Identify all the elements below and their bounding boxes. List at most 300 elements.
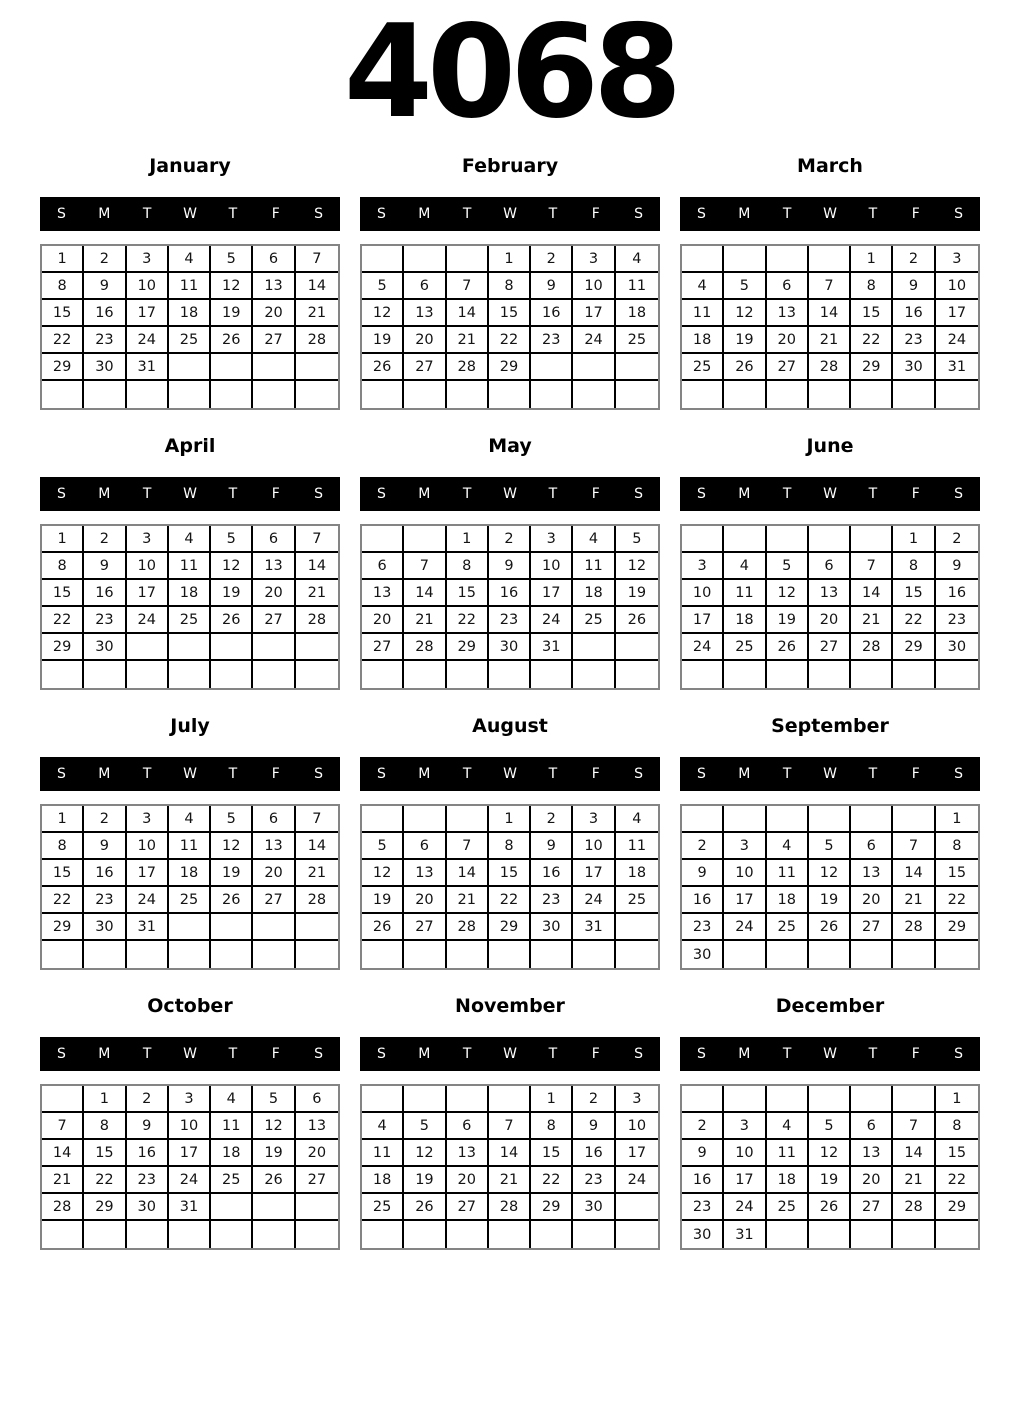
weekday-header: S: [376, 1046, 386, 1063]
day-cell: 21: [296, 860, 338, 887]
day-cell: 15: [84, 1140, 126, 1167]
day-cell: 31: [127, 914, 169, 941]
week-row: [362, 273, 658, 300]
weekday-header: S: [314, 1046, 324, 1063]
day-cell: 18: [767, 1167, 809, 1194]
day-cell: 1: [84, 1086, 126, 1113]
weekday-header: M: [418, 1046, 431, 1063]
day-cell: 20: [404, 887, 446, 914]
day-cell: 30: [84, 914, 126, 941]
empty-day-cell: [767, 526, 809, 553]
day-cell: 16: [531, 300, 573, 327]
day-cell: 25: [767, 1194, 809, 1221]
day-cell: 10: [127, 833, 169, 860]
day-cell: 6: [253, 246, 295, 273]
day-cell: 5: [211, 806, 253, 833]
empty-day-cell: [169, 941, 211, 968]
empty-day-cell: [573, 354, 615, 381]
day-cell: 6: [404, 833, 446, 860]
day-cell: 4: [169, 246, 211, 273]
empty-day-cell: [127, 1221, 169, 1248]
empty-day-cell: [296, 1194, 338, 1221]
day-cell: 18: [616, 860, 658, 887]
week-row: [682, 580, 978, 607]
weekday-header: T: [782, 486, 792, 503]
weekday-header: S: [954, 206, 964, 223]
day-cell: 2: [893, 246, 935, 273]
empty-day-cell: [573, 1221, 615, 1248]
weekday-header-bar: [40, 477, 340, 511]
day-cell: 31: [936, 354, 978, 381]
weekday-header: T: [868, 206, 878, 223]
month-day-grid: [360, 524, 660, 690]
month-day-grid: [680, 1084, 980, 1250]
empty-day-cell: [253, 1221, 295, 1248]
day-cell: 8: [42, 273, 84, 300]
weekday-header: M: [98, 206, 111, 223]
day-cell: 26: [253, 1167, 295, 1194]
empty-day-cell: [447, 246, 489, 273]
day-cell: 16: [84, 860, 126, 887]
day-cell: 28: [42, 1194, 84, 1221]
day-cell: 9: [489, 553, 531, 580]
empty-day-cell: [809, 1221, 851, 1248]
empty-day-cell: [767, 806, 809, 833]
weekday-header: W: [823, 486, 837, 503]
empty-day-cell: [253, 661, 295, 688]
day-cell: 29: [893, 634, 935, 661]
empty-day-cell: [809, 526, 851, 553]
day-cell: 22: [84, 1167, 126, 1194]
day-cell: 8: [851, 273, 893, 300]
empty-day-cell: [404, 526, 446, 553]
weekday-header-bar: [360, 757, 660, 791]
weekday-header: T: [462, 1046, 472, 1063]
week-row: [682, 1167, 978, 1194]
day-cell: 30: [84, 354, 126, 381]
weekday-header: F: [271, 1046, 280, 1063]
weekday-header: W: [823, 206, 837, 223]
day-cell: 27: [404, 354, 446, 381]
empty-day-cell: [936, 661, 978, 688]
empty-day-cell: [489, 381, 531, 408]
day-cell: 27: [296, 1167, 338, 1194]
weekday-header: T: [228, 1046, 238, 1063]
month-block: [680, 716, 980, 970]
day-cell: 17: [724, 1167, 766, 1194]
day-cell: 13: [809, 580, 851, 607]
day-cell: 24: [682, 634, 724, 661]
day-cell: 22: [447, 607, 489, 634]
day-cell: 11: [169, 553, 211, 580]
day-cell: 25: [767, 914, 809, 941]
week-row: [362, 806, 658, 833]
week-row: [42, 860, 338, 887]
day-cell: 27: [447, 1194, 489, 1221]
day-cell: 6: [362, 553, 404, 580]
day-cell: 20: [851, 887, 893, 914]
empty-day-cell: [296, 381, 338, 408]
weekday-header: T: [548, 206, 558, 223]
day-cell: 13: [253, 833, 295, 860]
day-cell: 17: [724, 887, 766, 914]
day-cell: 29: [42, 634, 84, 661]
day-cell: 18: [573, 580, 615, 607]
day-cell: 27: [851, 914, 893, 941]
week-row: [42, 1167, 338, 1194]
day-cell: 8: [489, 273, 531, 300]
weekday-header: T: [142, 206, 152, 223]
day-cell: 15: [936, 860, 978, 887]
day-cell: 6: [404, 273, 446, 300]
day-cell: 2: [682, 1113, 724, 1140]
empty-day-cell: [893, 661, 935, 688]
empty-day-cell: [809, 246, 851, 273]
day-cell: 9: [84, 833, 126, 860]
month-title: November: [455, 995, 565, 1018]
empty-day-cell: [253, 354, 295, 381]
day-cell: 23: [573, 1167, 615, 1194]
empty-day-cell: [851, 661, 893, 688]
day-cell: 8: [42, 833, 84, 860]
month-block: [40, 436, 340, 690]
day-cell: 17: [682, 607, 724, 634]
day-cell: 12: [253, 1113, 295, 1140]
weekday-header: T: [462, 766, 472, 783]
week-row: [682, 1140, 978, 1167]
weekday-header: T: [548, 766, 558, 783]
week-row: [682, 887, 978, 914]
day-cell: 25: [616, 327, 658, 354]
week-row: [362, 553, 658, 580]
empty-day-cell: [404, 1221, 446, 1248]
day-cell: 14: [893, 860, 935, 887]
weekday-header-bar: [40, 757, 340, 791]
week-row: [362, 914, 658, 941]
day-cell: 1: [447, 526, 489, 553]
day-cell: 5: [211, 246, 253, 273]
empty-day-cell: [362, 806, 404, 833]
day-cell: 27: [362, 634, 404, 661]
month-day-grid: [680, 524, 980, 690]
day-cell: 7: [893, 833, 935, 860]
day-cell: 18: [211, 1140, 253, 1167]
day-cell: 29: [42, 914, 84, 941]
empty-day-cell: [447, 661, 489, 688]
day-cell: 15: [42, 300, 84, 327]
week-row: [42, 1194, 338, 1221]
day-cell: 26: [211, 607, 253, 634]
day-cell: 29: [84, 1194, 126, 1221]
day-cell: 14: [42, 1140, 84, 1167]
day-cell: 11: [169, 833, 211, 860]
week-row: [682, 300, 978, 327]
day-cell: 6: [253, 526, 295, 553]
day-cell: 2: [84, 526, 126, 553]
weekday-header: S: [696, 486, 706, 503]
day-cell: 1: [893, 526, 935, 553]
empty-day-cell: [404, 806, 446, 833]
week-row: [42, 941, 338, 968]
day-cell: 19: [809, 887, 851, 914]
month-block: [680, 156, 980, 410]
empty-day-cell: [404, 246, 446, 273]
month-block: [360, 436, 660, 690]
day-cell: 8: [489, 833, 531, 860]
weekday-header: W: [503, 206, 517, 223]
empty-day-cell: [84, 661, 126, 688]
weekday-header-bar: [360, 477, 660, 511]
day-cell: 16: [127, 1140, 169, 1167]
day-cell: 6: [809, 553, 851, 580]
day-cell: 8: [893, 553, 935, 580]
weekday-header: W: [183, 766, 197, 783]
empty-day-cell: [404, 661, 446, 688]
day-cell: 15: [489, 860, 531, 887]
day-cell: 18: [616, 300, 658, 327]
week-row: [362, 1113, 658, 1140]
day-cell: 16: [84, 580, 126, 607]
empty-day-cell: [362, 661, 404, 688]
day-cell: 12: [616, 553, 658, 580]
empty-day-cell: [169, 914, 211, 941]
day-cell: 2: [84, 806, 126, 833]
empty-day-cell: [851, 806, 893, 833]
week-row: [362, 661, 658, 688]
weekday-header: W: [183, 206, 197, 223]
weekday-header: F: [271, 766, 280, 783]
day-cell: 24: [573, 327, 615, 354]
day-cell: 13: [253, 273, 295, 300]
day-cell: 30: [489, 634, 531, 661]
day-cell: 6: [296, 1086, 338, 1113]
day-cell: 14: [296, 553, 338, 580]
month-title: May: [488, 435, 532, 458]
day-cell: 22: [936, 887, 978, 914]
empty-day-cell: [211, 914, 253, 941]
empty-day-cell: [767, 246, 809, 273]
day-cell: 8: [42, 553, 84, 580]
empty-day-cell: [42, 661, 84, 688]
day-cell: 30: [682, 941, 724, 968]
day-cell: 11: [211, 1113, 253, 1140]
day-cell: 28: [851, 634, 893, 661]
day-cell: 21: [296, 580, 338, 607]
day-cell: 18: [767, 887, 809, 914]
day-cell: 31: [573, 914, 615, 941]
empty-day-cell: [253, 634, 295, 661]
week-row: [682, 661, 978, 688]
day-cell: 29: [489, 914, 531, 941]
day-cell: 21: [809, 327, 851, 354]
week-row: [362, 860, 658, 887]
day-cell: 17: [531, 580, 573, 607]
empty-day-cell: [809, 806, 851, 833]
weekday-header: W: [183, 486, 197, 503]
weekday-header: S: [696, 766, 706, 783]
day-cell: 22: [851, 327, 893, 354]
week-row: [42, 381, 338, 408]
day-cell: 7: [447, 833, 489, 860]
day-cell: 19: [616, 580, 658, 607]
empty-day-cell: [809, 1086, 851, 1113]
month-block: [360, 996, 660, 1250]
empty-day-cell: [616, 1221, 658, 1248]
empty-day-cell: [893, 381, 935, 408]
day-cell: 16: [682, 1167, 724, 1194]
week-row: [362, 300, 658, 327]
weekday-header: F: [911, 766, 920, 783]
empty-day-cell: [767, 1086, 809, 1113]
week-row: [42, 246, 338, 273]
day-cell: 2: [573, 1086, 615, 1113]
day-cell: 16: [893, 300, 935, 327]
day-cell: 21: [851, 607, 893, 634]
day-cell: 21: [447, 887, 489, 914]
day-cell: 3: [531, 526, 573, 553]
day-cell: 24: [127, 607, 169, 634]
weekday-header: S: [634, 486, 644, 503]
empty-day-cell: [936, 1221, 978, 1248]
day-cell: 30: [682, 1221, 724, 1248]
day-cell: 22: [42, 607, 84, 634]
weekday-header-bar: [360, 197, 660, 231]
day-cell: 5: [211, 526, 253, 553]
empty-day-cell: [724, 661, 766, 688]
day-cell: 25: [362, 1194, 404, 1221]
empty-day-cell: [616, 661, 658, 688]
weekday-header-bar: [680, 477, 980, 511]
week-row: [682, 806, 978, 833]
empty-day-cell: [573, 634, 615, 661]
day-cell: 2: [531, 246, 573, 273]
months-grid: [0, 156, 1020, 1250]
empty-day-cell: [447, 1221, 489, 1248]
empty-day-cell: [724, 381, 766, 408]
empty-day-cell: [127, 381, 169, 408]
day-cell: 25: [682, 354, 724, 381]
day-cell: 30: [893, 354, 935, 381]
day-cell: 5: [404, 1113, 446, 1140]
empty-day-cell: [42, 941, 84, 968]
empty-day-cell: [84, 381, 126, 408]
day-cell: 2: [127, 1086, 169, 1113]
month-title: June: [806, 435, 854, 458]
day-cell: 24: [936, 327, 978, 354]
day-cell: 27: [253, 607, 295, 634]
empty-day-cell: [296, 661, 338, 688]
weekday-header: W: [503, 766, 517, 783]
weekday-header: F: [591, 1046, 600, 1063]
empty-day-cell: [211, 661, 253, 688]
weekday-header: M: [418, 486, 431, 503]
day-cell: 3: [127, 526, 169, 553]
day-cell: 26: [809, 1194, 851, 1221]
weekday-header: W: [823, 1046, 837, 1063]
weekday-header: M: [738, 486, 751, 503]
day-cell: 16: [682, 887, 724, 914]
week-row: [682, 354, 978, 381]
day-cell: 26: [211, 887, 253, 914]
empty-day-cell: [489, 661, 531, 688]
empty-day-cell: [211, 1221, 253, 1248]
day-cell: 10: [724, 860, 766, 887]
weekday-header: S: [314, 486, 324, 503]
empty-day-cell: [211, 941, 253, 968]
week-row: [42, 914, 338, 941]
day-cell: 16: [84, 300, 126, 327]
weekday-header: S: [376, 486, 386, 503]
empty-day-cell: [296, 941, 338, 968]
day-cell: 17: [573, 300, 615, 327]
day-cell: 3: [573, 806, 615, 833]
day-cell: 13: [362, 580, 404, 607]
weekday-header: S: [634, 1046, 644, 1063]
day-cell: 11: [682, 300, 724, 327]
day-cell: 7: [809, 273, 851, 300]
weekday-header: M: [418, 206, 431, 223]
empty-day-cell: [169, 381, 211, 408]
day-cell: 4: [573, 526, 615, 553]
day-cell: 9: [573, 1113, 615, 1140]
day-cell: 20: [296, 1140, 338, 1167]
day-cell: 6: [851, 1113, 893, 1140]
week-row: [42, 273, 338, 300]
empty-day-cell: [489, 1086, 531, 1113]
day-cell: 5: [767, 553, 809, 580]
day-cell: 31: [127, 354, 169, 381]
week-row: [362, 607, 658, 634]
day-cell: 4: [767, 833, 809, 860]
empty-day-cell: [809, 381, 851, 408]
day-cell: 19: [362, 327, 404, 354]
day-cell: 15: [42, 580, 84, 607]
day-cell: 25: [211, 1167, 253, 1194]
day-cell: 25: [616, 887, 658, 914]
weekday-header: T: [868, 1046, 878, 1063]
week-row: [362, 1086, 658, 1113]
day-cell: 8: [84, 1113, 126, 1140]
day-cell: 5: [616, 526, 658, 553]
day-cell: 26: [767, 634, 809, 661]
day-cell: 17: [573, 860, 615, 887]
day-cell: 30: [127, 1194, 169, 1221]
day-cell: 7: [447, 273, 489, 300]
week-row: [42, 300, 338, 327]
day-cell: 23: [531, 887, 573, 914]
week-row: [682, 833, 978, 860]
month-block: [360, 716, 660, 970]
day-cell: 13: [253, 553, 295, 580]
day-cell: 2: [84, 246, 126, 273]
weekday-header: S: [376, 766, 386, 783]
day-cell: 19: [404, 1167, 446, 1194]
day-cell: 5: [253, 1086, 295, 1113]
day-cell: 12: [767, 580, 809, 607]
day-cell: 14: [489, 1140, 531, 1167]
day-cell: 11: [724, 580, 766, 607]
day-cell: 21: [42, 1167, 84, 1194]
day-cell: 18: [682, 327, 724, 354]
day-cell: 4: [211, 1086, 253, 1113]
day-cell: 7: [296, 806, 338, 833]
day-cell: 3: [127, 806, 169, 833]
day-cell: 19: [253, 1140, 295, 1167]
day-cell: 12: [809, 1140, 851, 1167]
day-cell: 4: [362, 1113, 404, 1140]
day-cell: 3: [724, 833, 766, 860]
day-cell: 17: [616, 1140, 658, 1167]
